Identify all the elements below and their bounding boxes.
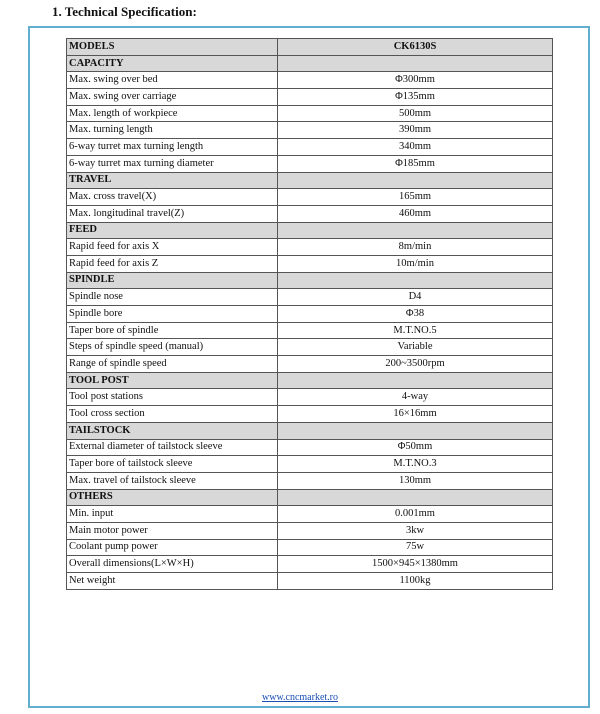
section-header-row: [67, 372, 553, 389]
section-filler-cell: [278, 272, 553, 289]
table-row: [67, 456, 553, 473]
spec-label: Taper bore of tailstock sleeve: [67, 456, 278, 473]
models-label: MODELS: [67, 39, 278, 56]
section-header-row: [67, 222, 553, 239]
spec-label: Range of spindle speed: [67, 356, 278, 373]
spec-label: Max. swing over bed: [67, 72, 278, 89]
table-row: [67, 239, 553, 256]
spec-value: Φ185mm: [278, 155, 553, 172]
spec-label: Max. swing over carriage: [67, 89, 278, 106]
spec-label: External diameter of tailstock sleeve: [67, 439, 278, 456]
table-row: [67, 72, 553, 89]
spec-label: Coolant pump power: [67, 539, 278, 556]
spec-label: Spindle bore: [67, 306, 278, 323]
spec-label: Net weight: [67, 573, 278, 590]
spec-value: M.T.NO.5: [278, 322, 553, 339]
table-row: [67, 439, 553, 456]
table-row: [67, 322, 553, 339]
table-row: [67, 122, 553, 139]
spec-value: 0.001mm: [278, 506, 553, 523]
table-row: [67, 389, 553, 406]
spec-label: Max. longitudinal travel(Z): [67, 205, 278, 222]
table-row: [67, 255, 553, 272]
spec-value: 4-way: [278, 389, 553, 406]
spec-label: Rapid feed for axis X: [67, 239, 278, 256]
table-header-row: [67, 39, 553, 56]
spec-label: Max. cross travel(X): [67, 189, 278, 206]
table-row: [67, 539, 553, 556]
spec-value: Φ38: [278, 306, 553, 323]
spec-value: 1500×945×1380mm: [278, 556, 553, 573]
section-header-row: [67, 422, 553, 439]
table-row: [67, 356, 553, 373]
spec-value: 16×16mm: [278, 406, 553, 423]
spec-value: 390mm: [278, 122, 553, 139]
spec-label: Tool post stations: [67, 389, 278, 406]
spec-label: 6-way turret max turning diameter: [67, 155, 278, 172]
spec-value: 130mm: [278, 472, 553, 489]
table-row: [67, 573, 553, 590]
table-row: [67, 105, 553, 122]
table-row: [67, 556, 553, 573]
spec-value: Φ50mm: [278, 439, 553, 456]
section-filler-cell: [278, 222, 553, 239]
spec-value: 200~3500rpm: [278, 356, 553, 373]
section-filler-cell: [278, 422, 553, 439]
table-row: [67, 506, 553, 523]
table-row: [67, 189, 553, 206]
spec-value: 460mm: [278, 205, 553, 222]
spec-value: Φ300mm: [278, 72, 553, 89]
spec-value: Variable: [278, 339, 553, 356]
table-row: [67, 522, 553, 539]
spec-value: Φ135mm: [278, 89, 553, 106]
spec-label: Spindle nose: [67, 289, 278, 306]
spec-value: 75w: [278, 539, 553, 556]
section-title: FEED: [67, 222, 278, 239]
spec-value: D4: [278, 289, 553, 306]
spec-label: Min. input: [67, 506, 278, 523]
spec-table-body: [67, 39, 553, 590]
table-row: [67, 89, 553, 106]
spec-label: 6-way turret max turning length: [67, 139, 278, 156]
table-row: [67, 289, 553, 306]
section-title: TAILSTOCK: [67, 422, 278, 439]
section-title: TOOL POST: [67, 372, 278, 389]
spec-label: Max. turning length: [67, 122, 278, 139]
spec-table: [66, 38, 553, 590]
section-header-row: [67, 55, 553, 72]
spec-label: Taper bore of spindle: [67, 322, 278, 339]
spec-value: 165mm: [278, 189, 553, 206]
page-heading: 1. Technical Specification:: [52, 4, 197, 19]
spec-label: Max. travel of tailstock sleeve: [67, 472, 278, 489]
section-header-row: [67, 172, 553, 189]
spec-label: Steps of spindle speed (manual): [67, 339, 278, 356]
spec-value: 10m/min: [278, 255, 553, 272]
table-row: [67, 155, 553, 172]
table-row: [67, 472, 553, 489]
table-row: [67, 306, 553, 323]
table-row: [67, 339, 553, 356]
spec-value: 500mm: [278, 105, 553, 122]
section-filler-cell: [278, 172, 553, 189]
model-name: CK6130S: [278, 39, 553, 56]
table-row: [67, 406, 553, 423]
section-title: SPINDLE: [67, 272, 278, 289]
spec-value: 1100kg: [278, 573, 553, 590]
spec-label: Main motor power: [67, 522, 278, 539]
spec-value: M.T.NO.3: [278, 456, 553, 473]
section-header-row: [67, 489, 553, 506]
section-header-row: [67, 272, 553, 289]
spec-label: Rapid feed for axis Z: [67, 255, 278, 272]
section-filler-cell: [278, 489, 553, 506]
spec-label: Max. length of workpiece: [67, 105, 278, 122]
section-title: TRAVEL: [67, 172, 278, 189]
section-title: OTHERS: [67, 489, 278, 506]
section-title: CAPACITY: [67, 55, 278, 72]
spec-label: Tool cross section: [67, 406, 278, 423]
section-filler-cell: [278, 372, 553, 389]
spec-label: Overall dimensions(L×W×H): [67, 556, 278, 573]
table-row: [67, 205, 553, 222]
table-row: [67, 139, 553, 156]
spec-value: 8m/min: [278, 239, 553, 256]
footer-website-link[interactable]: www.cncmarket.ro: [262, 692, 338, 703]
section-filler-cell: [278, 55, 553, 72]
spec-value: 340mm: [278, 139, 553, 156]
spec-value: 3kw: [278, 522, 553, 539]
